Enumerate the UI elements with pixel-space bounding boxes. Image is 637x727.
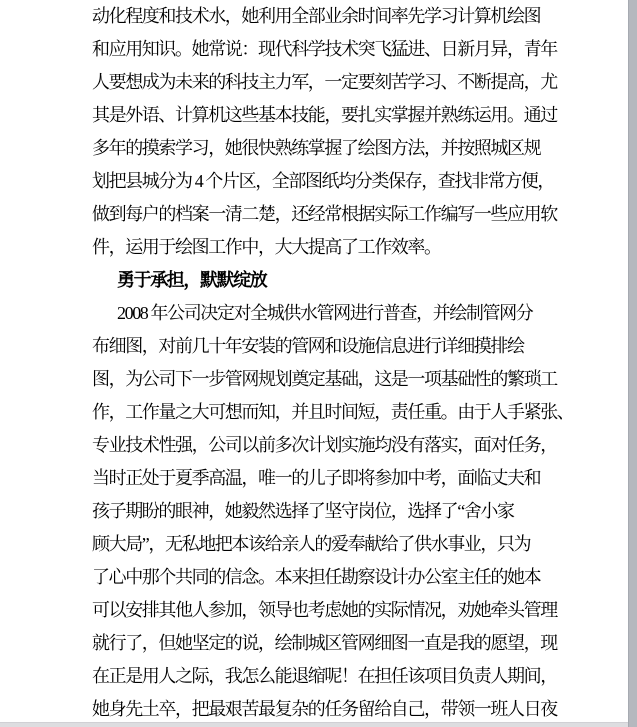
text-line: 2008 年公司决定对全城供水管网进行普查，并绘制管网分 [117,303,533,323]
text-line: 人要想成为未来的科技主力军，一定要刻苦学习、不断提高，尤 [92,72,557,92]
text-line: 布细图，对前几十年安装的管网和设施信息进行详细摸排绘 [92,336,524,356]
text-line: 了心中那个共同的信念。本来担任勘察设计办公室主任的她本 [92,567,541,587]
document-body [92,0,572,726]
text-line: 图，为公司下一步管网规划奠定基础，这是一项基础性的繁琐工 [92,369,557,389]
text-line: 当时正处于夏季高温，唯一的儿子即将参加中考，面临丈夫和 [92,468,541,488]
text-line: 和应用知识。她常说：现代科学技术突飞猛进、日新月异，青年 [92,39,557,59]
text-line: 在正是用人之际，我怎么能退缩呢！在担任该项目负责人期间， [92,666,557,686]
text-line: 就行了，但她坚定的说，绘制城区管网细图一直是我的愿望，现 [92,633,557,653]
text-line: 作，工作量之大可想而知，并且时间短，责任重。由于人手紧张、 [92,402,574,422]
text-line: 多年的摸索学习，她很快熟练掌握了绘图方法，并按照城区规 [92,138,541,158]
text-line: 孩子期盼的眼神，她毅然选择了坚守岗位，选择了“舍小家 [92,501,514,521]
text-line: 可以安排其他人参加，领导也考虑她的实际情况，劝她牵头管理 [92,600,557,620]
vertical-scrollbar[interactable] [628,0,637,727]
text-line: 其是外语、计算机这些基本技能，要扎实掌握并熟练运用。通过 [92,105,557,125]
text-line: 她身先土卒，把最艰苦最复杂的任务留给自己，带领一班人日夜 [92,699,557,719]
text-line: 件，运用于绘图工作中，大大提高了工作效率。 [92,237,441,257]
text-line: 做到每户的档案一清二楚，还经常根据实际工作编写一些应用软 [92,204,557,224]
horizontal-scrollbar[interactable] [0,722,628,727]
text-line: 专业技术性强，公司以前多次计划实施均没有落实，面对任务， [92,435,557,455]
text-line: 动化程度和技术水，她利用全部业余时间率先学习计算机绘图 [92,6,541,26]
heading-line: 勇于承担，默默绽放 [117,270,267,290]
text-line: 划把县城分为 4 个片区，全部图纸均分类保存，查找非常方便， [92,171,554,191]
text-line: 顾大局”，无私地把本该给亲人的爱奉献给了供水事业，只为 [92,534,531,554]
